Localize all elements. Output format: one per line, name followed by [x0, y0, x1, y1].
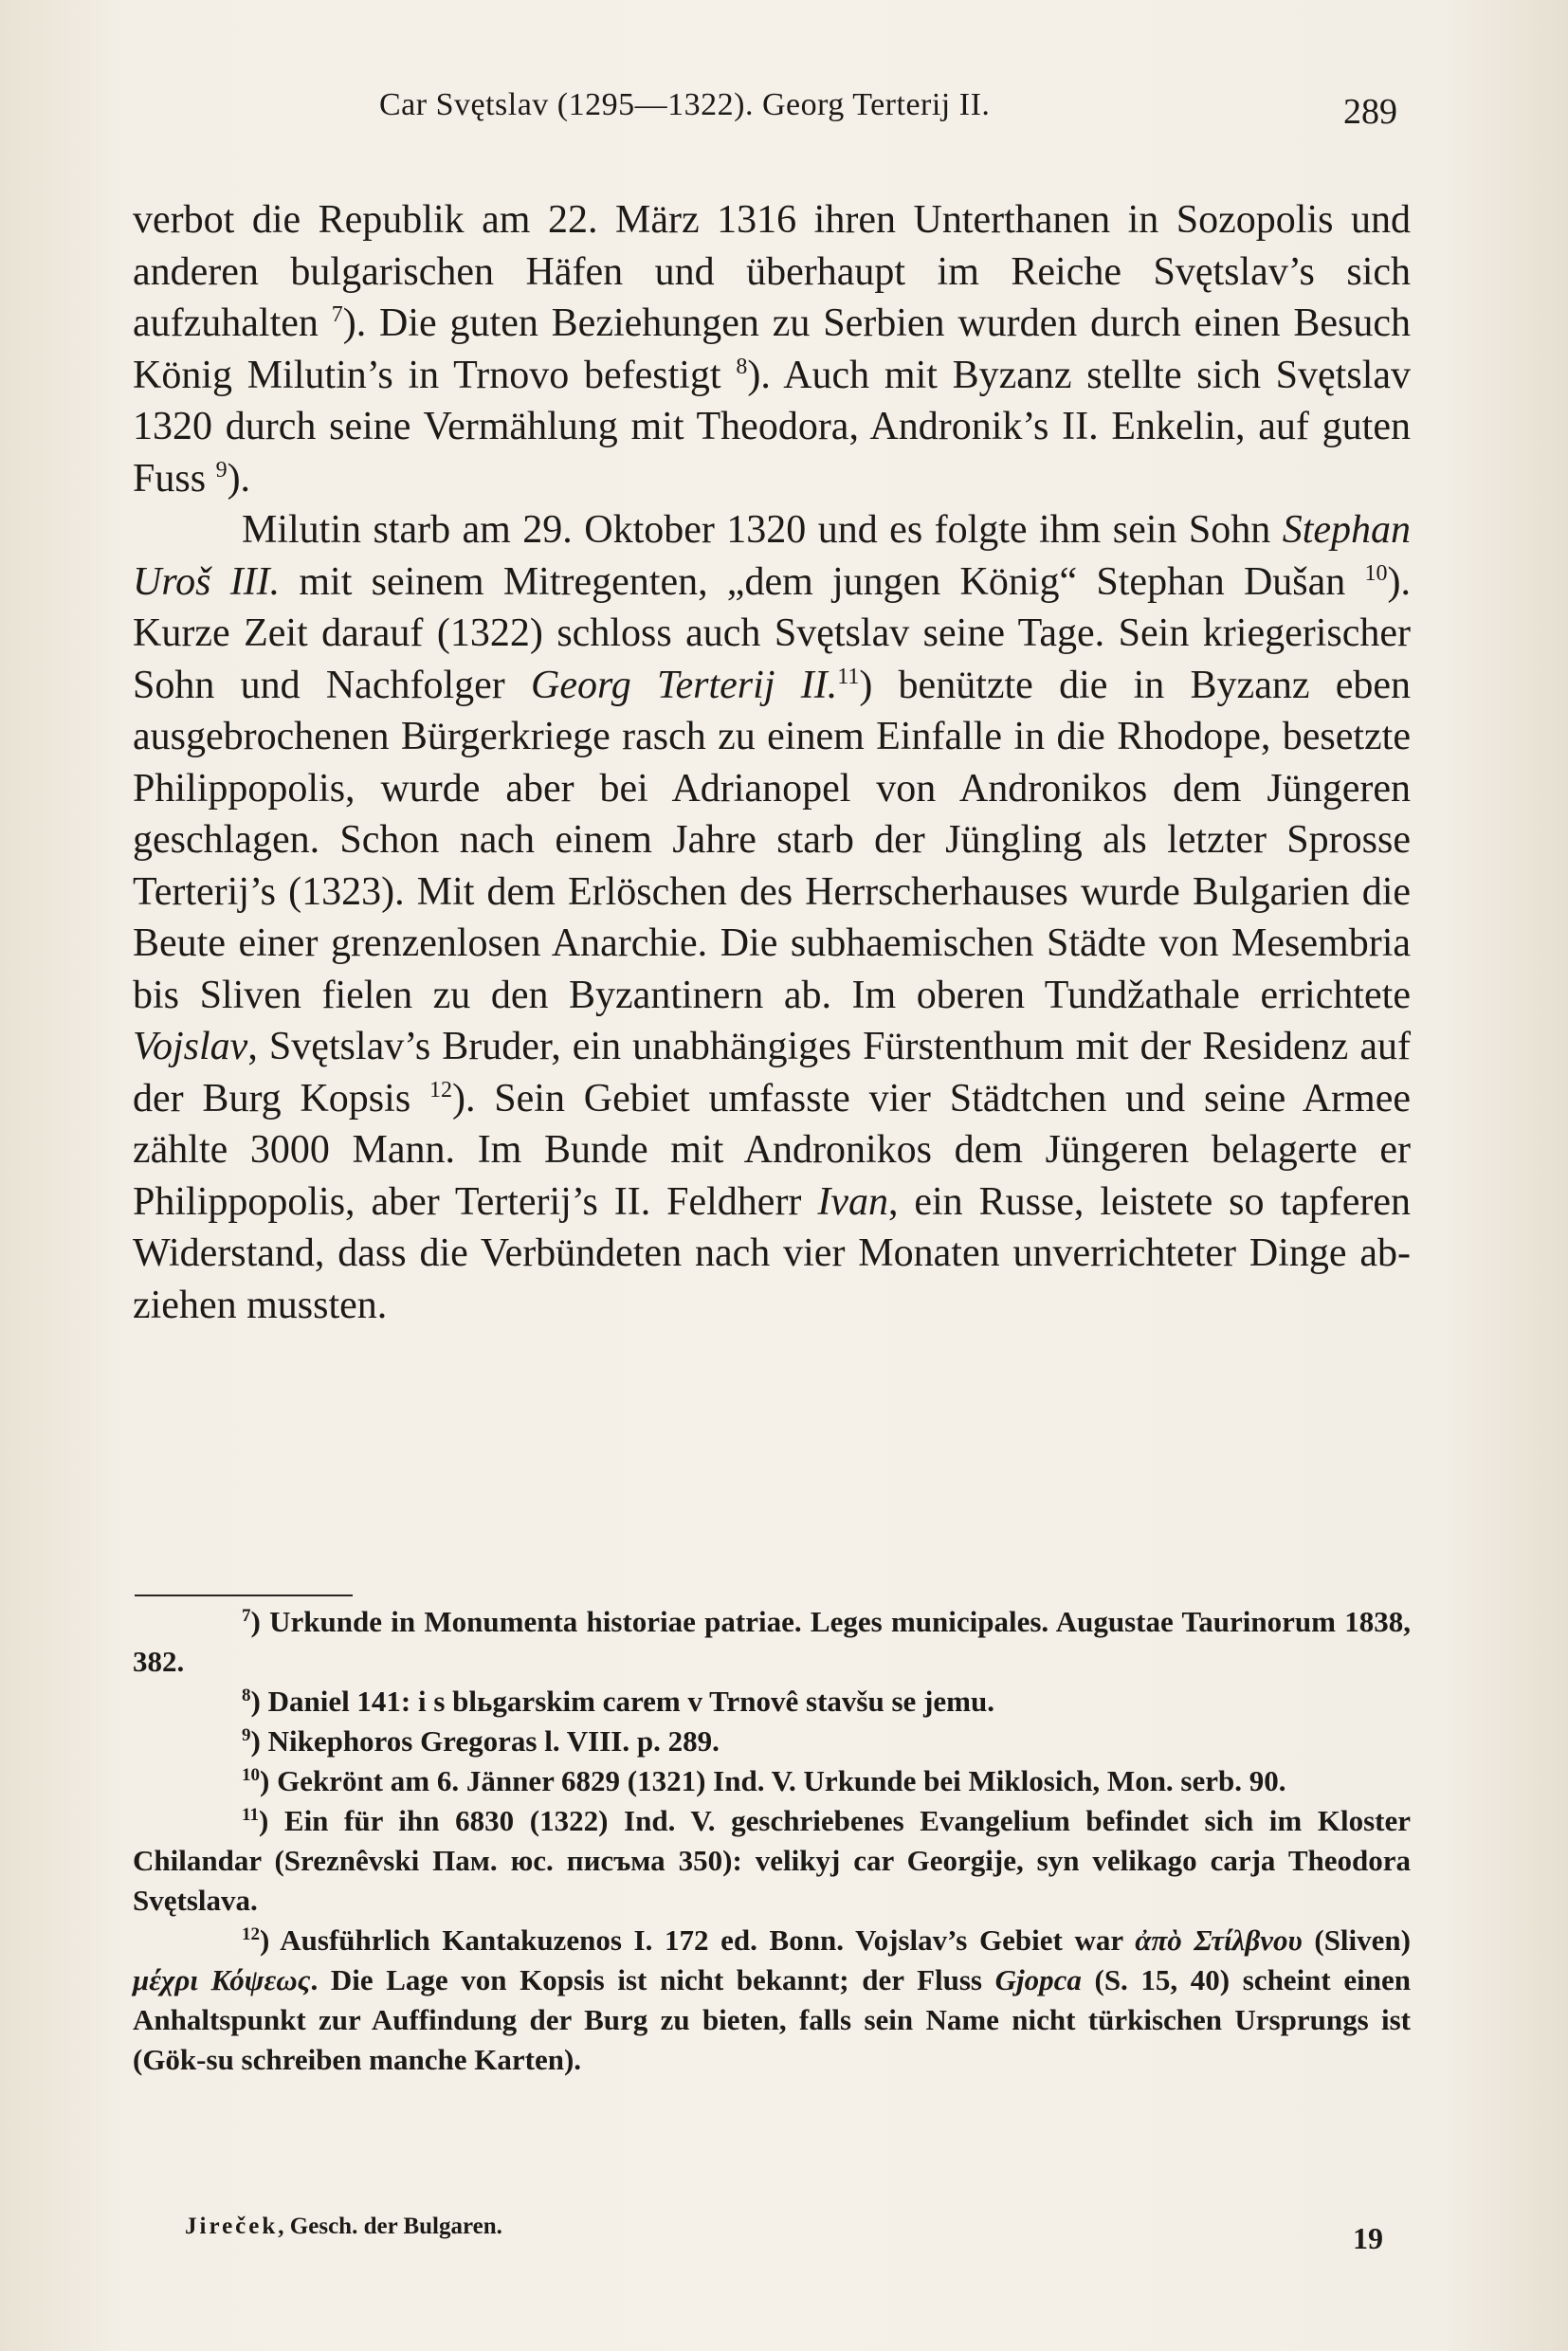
footnote-text: ) Urkunde in Monumenta historiae patriae. Leges municipales. Augustae Taurinorum 1838, 382. [133, 1605, 1411, 1678]
footnote-7 [133, 1602, 1411, 1682]
text-run: mit seinem Mitregenten, „dem jungen König“ Stephan Dušan [280, 559, 1365, 604]
footnote-ref-7: 7 [331, 302, 343, 327]
greek-text: μέχρι Κόψεως [133, 1963, 311, 1996]
signature-line [185, 2214, 502, 2240]
footnote-text: ) Ein für ihn 6830 (1322) Ind. V. geschriebenes Evangelium befindet sich im Kloster Chilandar (Sreznêvski Пам. юс. писъма 350): velikyj car Georgije, syn velikago carja Theodora Svętslava. [133, 1804, 1411, 1917]
page-header [133, 87, 1397, 135]
page-footer [133, 2212, 1397, 2253]
footnote-text: (Sliven) [1302, 1923, 1411, 1957]
text-run: , Svętslav’s Bruder, ein unabhängiges Fürstenthum mit der Residenz auf der Burg Kopsis [133, 1025, 1411, 1121]
footnote-ref-10: 10 [1364, 560, 1388, 586]
footnote-text: ) Nikephoros Gregoras l. VIII. p. 289. [250, 1724, 720, 1758]
main-text [133, 194, 1411, 1331]
footnote-text: ) Daniel 141: i s blьgarskim carem v Trnovê stavšu se jemu. [250, 1685, 994, 1718]
signature-author: Jireček [185, 2214, 279, 2239]
text-run: Milutin starb am 29. Oktober 1320 und es folgte ihm sein Sohn [242, 508, 1283, 552]
italic-name: Georg Terterij II. [531, 663, 838, 707]
text-run: ). Kurze Zeit darauf (1322) schloss auch Svętslav seine Tage. Sein kriegerischer Sohn und Nachfolger [133, 559, 1411, 707]
footnote-text: . Die Lage von Kopsis ist nicht bekannt; der Fluss [310, 1963, 995, 1996]
footnotes [133, 1602, 1411, 2080]
text-run: ). Auch mit Byzanz stellte sich Svętslav 1320 durch seine Vermählung mit Theodora, Andronik’s II. Enkelin, auf guten Fuss [133, 353, 1412, 501]
footnote-ref-12: 12 [428, 1077, 452, 1103]
footnote-number: 11 [242, 1805, 259, 1825]
italic-name: Ivan [817, 1179, 888, 1224]
footnote-text: ) Gekrönt am 6. Jänner 6829 (1321) Ind. V. Urkunde bei Miklosich, Mon. serb. 90. [260, 1764, 1286, 1797]
paragraph-1 [133, 194, 1411, 504]
footnote-11 [133, 1801, 1411, 1921]
text-run: ). Die guten Beziehungen zu Serbien wurden durch einen Besuch König Milutin’s in Trnovo befestigt [133, 301, 1412, 397]
italic-name: Stephan Uroš III. [133, 508, 1411, 604]
footnote-number: 7 [242, 1606, 251, 1626]
greek-text: ἀπὸ Στίλβνου [1135, 1923, 1303, 1957]
footnote-12 [133, 1921, 1411, 2080]
page-number: 289 [1343, 92, 1397, 132]
running-head: Car Svętslav (1295—1322). Georg Terterij II. [379, 87, 991, 122]
text-run: , ein Russe, leistete so tapferen Widerstand, dass die Verbündeten nach vier Monaten unverrichteter Dinge abziehen mussten. [133, 1179, 1411, 1327]
text-run: verbot die Republik am 22. März 1316 ihren Unterthanen in Sozopolis und anderen bulgarischen Häfen und überhaupt im Reiche Svętslav’s sich aufzuhalten [133, 198, 1411, 345]
signature-title: , Gesch. der Bulgaren. [278, 2214, 502, 2239]
footnote-ref-9: 9 [215, 457, 228, 483]
footnote-ref-8: 8 [736, 354, 748, 379]
footnote-ref-11: 11 [837, 664, 860, 689]
italic-name: Gjopca [994, 1963, 1082, 1996]
footnote-number: 12 [242, 1924, 260, 1944]
footnote-number: 8 [242, 1686, 251, 1705]
footnote-9 [133, 1722, 1411, 1761]
footnote-10 [133, 1761, 1411, 1801]
footnote-number: 10 [242, 1765, 260, 1785]
text-run: ) benützte die in Byzanz eben ausgebrochenen Bürgerkriege rasch zu einem Einfalle in die Rhodope, besetzte Philippopolis, wurde aber bei Adrianopel von Andronikos dem Jüngeren geschlagen. Schon nach einem Jahre starb der Jüngling als letzter Sprosse Terterij’s (1323). Mit dem Erlöschen des Herrscherhauses wurde Bulgarien die Beute einer grenzenlosen Anarchie. Die subhaemischen Städte von Mesembria bis Sliven fielen zu den Byzantinern ab. Im oberen Tundžathale errichtete [133, 663, 1412, 1017]
footnote-8 [133, 1682, 1411, 1722]
paragraph-2 [133, 504, 1411, 1331]
footnote-divider [135, 1595, 353, 1596]
footnote-text: ) Ausführlich Kantakuzenos I. 172 ed. Bonn. Vojslav’s Gebiet war [260, 1923, 1136, 1957]
text-run: ). [227, 456, 251, 501]
footnote-number: 9 [242, 1725, 251, 1745]
sheet-number: 19 [1353, 2221, 1383, 2255]
footnote-text: (S. 15, 40) scheint einen Anhaltspunkt zur Auffindung der Burg zu bieten, falls sein Name nicht türkischen Ursprungs ist (Gök-su schreiben manche Karten). [133, 1963, 1411, 2076]
italic-name: Vojslav [133, 1025, 248, 1068]
text-run: ). Sein Gebiet umfasste vier Städtchen und seine Armee zählte 3000 Mann. Im Bunde mit Andronikos dem Jüngeren belagerte er Philippopolis, aber Terterij’s II. Feldherr [133, 1076, 1411, 1224]
